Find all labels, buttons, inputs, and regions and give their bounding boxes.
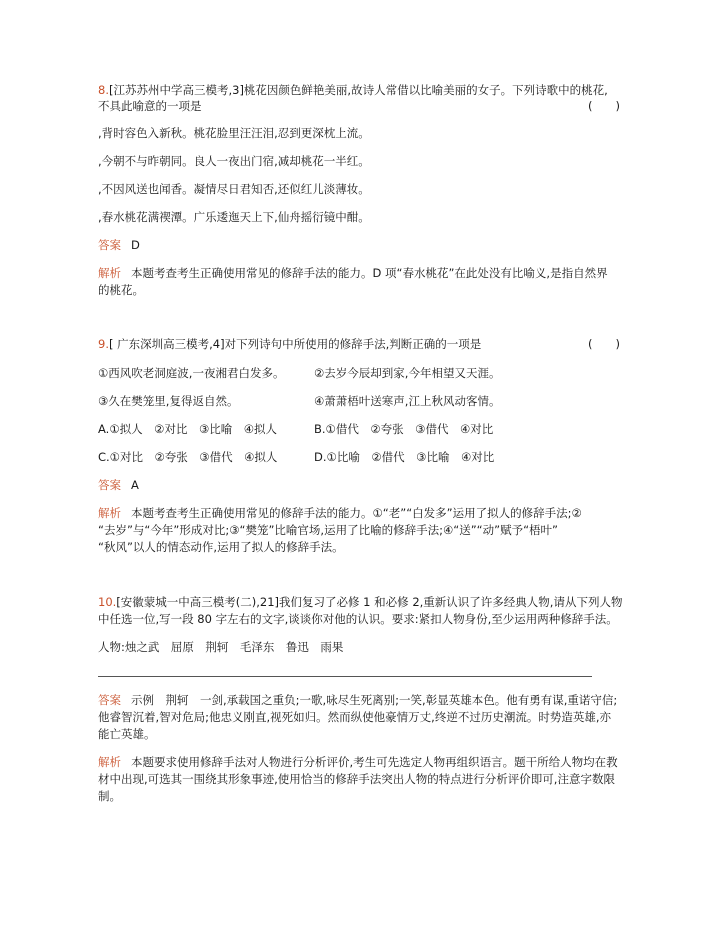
q10-people: 人物:烛之武 屈原 荆轲 毛泽东 鲁迅 雨果 xyxy=(98,640,344,654)
q9-answer xyxy=(98,477,139,493)
q9-analysis-line2: “去岁”与“今年”形成对比;③“樊笼”比喻官场,运用了比喻的修辞手法;④“送”“动”赋予“梧叶” xyxy=(98,523,559,537)
q9-analysis-label: 解析 xyxy=(98,506,121,520)
q10-number: 10. xyxy=(98,595,117,609)
q10-analysis-label: 解析 xyxy=(98,755,121,769)
q10-answer-line3: 能亡英雄。 xyxy=(98,727,156,741)
q9-answer-value: A xyxy=(131,478,139,492)
q10-analysis-line2: 材中出现,可选其一围绕其形象事迹,使用恰当的修辞手法突出人物的特点进行分析评价即可,注意字数限 xyxy=(98,772,615,786)
q8-analysis-line2: 的桃花。 xyxy=(98,283,144,297)
q10-analysis-text: 本题要求使用修辞手法对人物进行分析评价,考生可先选定人物再组织语言。题干所给人物均在教 xyxy=(131,755,618,769)
q8-number: 8. xyxy=(98,83,109,97)
q10-stem-line1 xyxy=(98,594,622,610)
q10-analysis-line3: 制。 xyxy=(98,789,121,803)
q9-answer-label: 答案 xyxy=(98,478,121,492)
q10-answer-label: 答案 xyxy=(98,693,121,707)
q9-choice-c: C.①对比 ②夸张 ③借代 ④拟人 xyxy=(98,450,278,464)
q9-analysis-text: 本题考查考生正确使用常见的修辞手法的能力。①“老”“白发多”运用了拟人的修辞手法;② xyxy=(131,506,582,520)
q10-answer-text: 示例 荆轲 一剑,承载国之重负;一歌,咏尽生死离别;一笑,彰显英雄本色。他有勇有谋,重诺守信; xyxy=(131,693,618,707)
q9-choice-b: B.①借代 ②夸张 ③借代 ④对比 xyxy=(314,422,494,436)
q10-answer-line1 xyxy=(98,692,617,708)
q9-choice-a: A.①拟人 ②对比 ③比喻 ④拟人 xyxy=(98,422,278,436)
q8-option-d: ,春水桃花满禊潭。广乐逶迤天上下,仙舟摇衍镜中酣。 xyxy=(98,210,370,224)
q8-stem-text: [江苏苏州中学高三模考,3]桃花因颜色鲜艳美丽,故诗人常借以比喻美丽的女子。下列诗歌中的桃花, xyxy=(108,83,608,97)
q8-answer-label: 答案 xyxy=(98,238,121,252)
q8-option-b: ,今朝不与昨朝同。良人一夜出门宿,减却桃花一半红。 xyxy=(98,154,370,168)
q10-stem-text: [安徽蒙城一中高三模考(二),21]我们复习了必修 1 和必修 2,重新认识了许多经典人物,请从下列人物 xyxy=(116,595,623,609)
q9-answer-paren: ( ) xyxy=(588,337,620,351)
q9-stem xyxy=(98,336,481,352)
q8-option-c: ,不因风送也闻香。凝情尽日君知否,还似红儿淡薄妆。 xyxy=(98,182,370,196)
q8-stem-line2: 不具此喻意的一项是 xyxy=(98,99,202,113)
q9-number: 9. xyxy=(98,337,109,351)
q9-analysis-line3: “秋风”以人的情态动作,运用了拟人的修辞手法。 xyxy=(98,540,344,554)
q8-analysis-line1 xyxy=(98,265,608,281)
q8-option-a: ,背时容色入新秋。桃花脸里汪汪泪,忍到更深枕上流。 xyxy=(98,126,370,140)
q8-analysis-text: 本题考查考生正确使用常见的修辞手法的能力。D 项“春水桃花”在此处没有比喻义,是指自然界 xyxy=(131,266,608,280)
q9-poem-4: ④萧萧梧叶送寒声,江上秋风动客情。 xyxy=(314,394,501,408)
q10-answer-line2: 他睿智沉着,智对危局;他忠义刚直,视死如归。然而纵使他豪情万丈,终逆不过历史潮流。时势造英雄,亦 xyxy=(98,710,611,724)
q8-analysis-label: 解析 xyxy=(98,266,121,280)
q8-stem-line1 xyxy=(98,82,608,98)
q8-answer-paren: ( ) xyxy=(588,99,620,113)
q9-stem-text: [ 广东深圳高三模考,4]对下列诗句中所使用的修辞手法,判断正确的一项是 xyxy=(108,337,482,351)
q8-answer xyxy=(98,237,140,253)
q9-poem-2: ②去岁今辰却到家,今年相望又天涯。 xyxy=(314,366,501,380)
q9-analysis-line1 xyxy=(98,505,582,521)
answer-blank-line xyxy=(98,676,592,677)
q9-poem-3: ③久在樊笼里,复得返自然。 xyxy=(98,394,239,408)
q8-answer-value: D xyxy=(131,238,140,252)
q10-analysis-line1 xyxy=(98,754,618,770)
q10-stem-line2: 中任选一位,写一段 80 字左右的文字,谈谈你对他的认识。要求:紧扣人物身份,至少运用两种修辞手法。 xyxy=(98,612,618,626)
q9-choice-d: D.①比喻 ②借代 ③比喻 ④对比 xyxy=(314,450,495,464)
q9-poem-1: ①西风吹老洞庭波,一夜湘君白发多。 xyxy=(98,366,285,380)
